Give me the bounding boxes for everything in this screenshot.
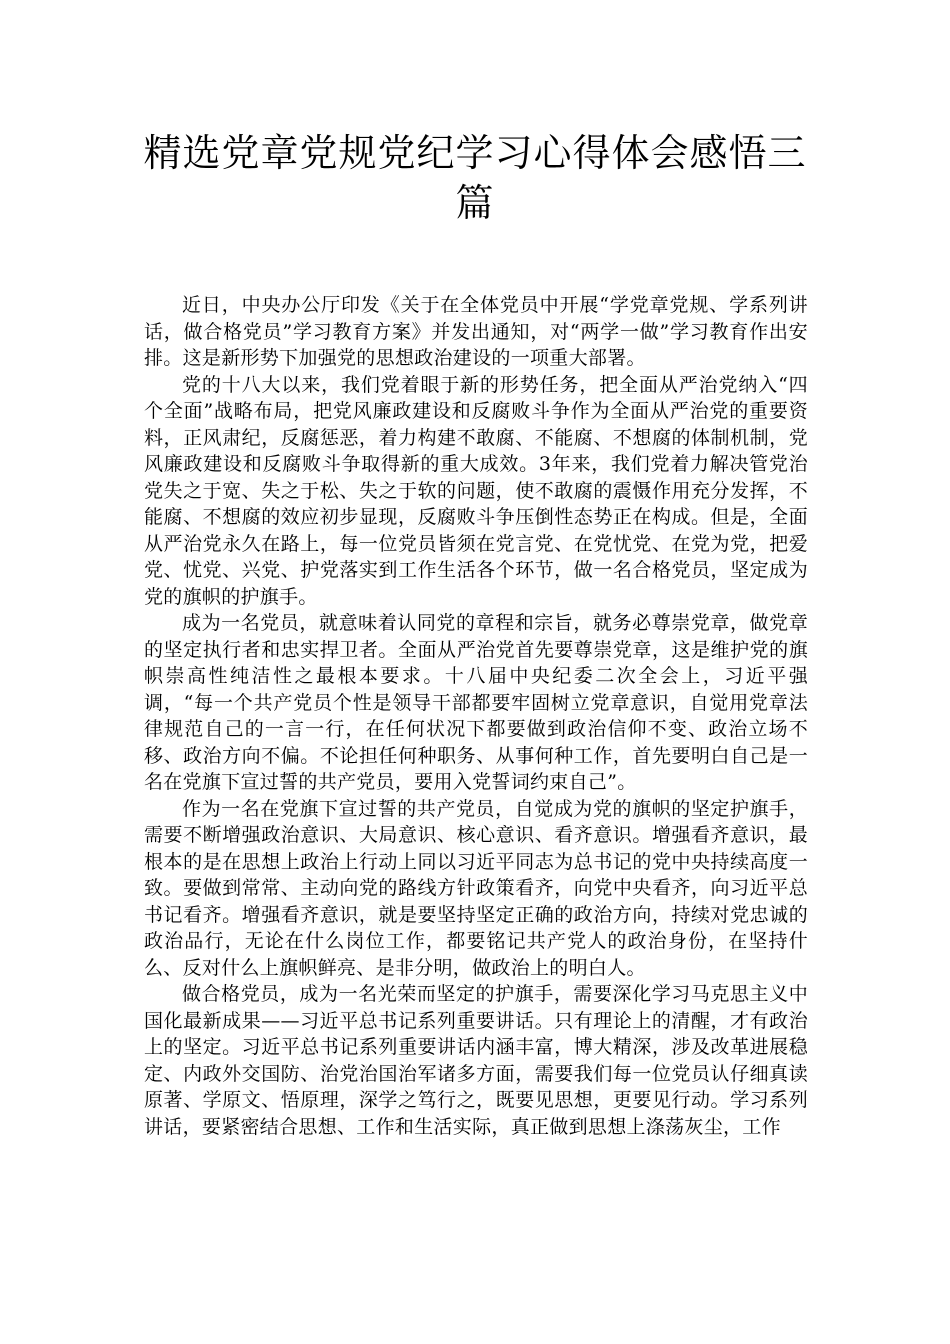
document-body — [144, 292, 808, 1140]
paragraph-5: 做合格党员，成为一名光荣而坚定的护旗手，需要深化学习马克思主义中国化最新成果——习近平总书记系列重要讲话。只有理论上的清醒，才有政治上的坚定。习近平总书记系列重要讲话内涵丰富，博大精深，涉及改革进展稳定、内政外交国防、治党治国治军诸多方面，需要我们每一位党员认仔细真读原著、学原文、悟原理，深学之笃行之，既要见思想，更要见行动。学习系列讲话，要紧密结合思想、工作和生活实际，真正做到思想上涤荡灰尘，工作 — [144, 983, 808, 1138]
document-title: 精选党章党规党纪学习心得体会感悟三篇 — [143, 131, 807, 225]
paragraph-2: 党的十八大以来，我们党着眼于新的形势任务，把全面从严治党纳入“四个全面”战略布局，把党风廉政建设和反腐败斗争作为全面从严治党的重要资料，正风肃纪，反腐惩恶，着力构建不敢腐、不能腐、不想腐的体制机制，党风廉政建设和反腐败斗争取得新的重大成效。3年来，我们党着力解决管党治党失之于宽、失之于松、失之于软的问题，使不敢腐的震慑作用充分发挥，不能腐、不想腐的效应初步显现，反腐败斗争压倒性态势正在构成。但是，全面从严治党永久在路上，每一位党员皆须在党言党、在党忧党、在党为党，把爱党、忧党、兴党、护党落实到工作生活各个环节，做一名合格党员，坚定成为党的旗帜的护旗手。 — [144, 373, 808, 608]
paragraph-3: 成为一名党员，就意味着认同党的章程和宗旨，就务必尊崇党章，做党章的坚定执行者和忠实捍卫者。全面从严治党首先要尊崇党章，这是维护党的旗帜崇高性纯洁性之最根本要求。十八届中央纪委二次全会上，习近平强调，“每一个共产党员个性是领导干部都要牢固树立党章意识，自觉用党章法律规范自己的一言一行，在任何状况下都要做到政治信仰不变、政治立场不移、政治方向不偏。不论担任何种职务、从事何种工作，首先要明白自己是一名在党旗下宣过誓的共产党员，要用入党誓词约束自己”。 — [144, 612, 808, 793]
paragraph-1: 近日，中央办公厅印发《关于在全体党员中开展“学党章党规、学系列讲话，做合格党员”学习教育方案》并发出通知，对“两学一做”学习教育作出安排。这是新形势下加强党的思想政治建设的一项重大部署。 — [144, 294, 808, 369]
paragraph-4: 作为一名在党旗下宣过誓的共产党员，自觉成为党的旗帜的坚定护旗手，需要不断增强政治意识、大局意识、核心意识、看齐意识。增强看齐意识，最根本的是在思想上政治上行动上同以习近平同志为总书记的党中央持续高度一致。要做到常常、主动向党的路线方针政策看齐，向党中央看齐，向习近平总书记看齐。增强看齐意识，就是要坚持坚定正确的政治方向，持续对党忠诚的政治品行，无论在什么岗位工作，都要铭记共产党人的政治身份，在坚持什么、反对什么上旗帜鲜亮、是非分明，做政治上的明白人。 — [144, 797, 808, 979]
